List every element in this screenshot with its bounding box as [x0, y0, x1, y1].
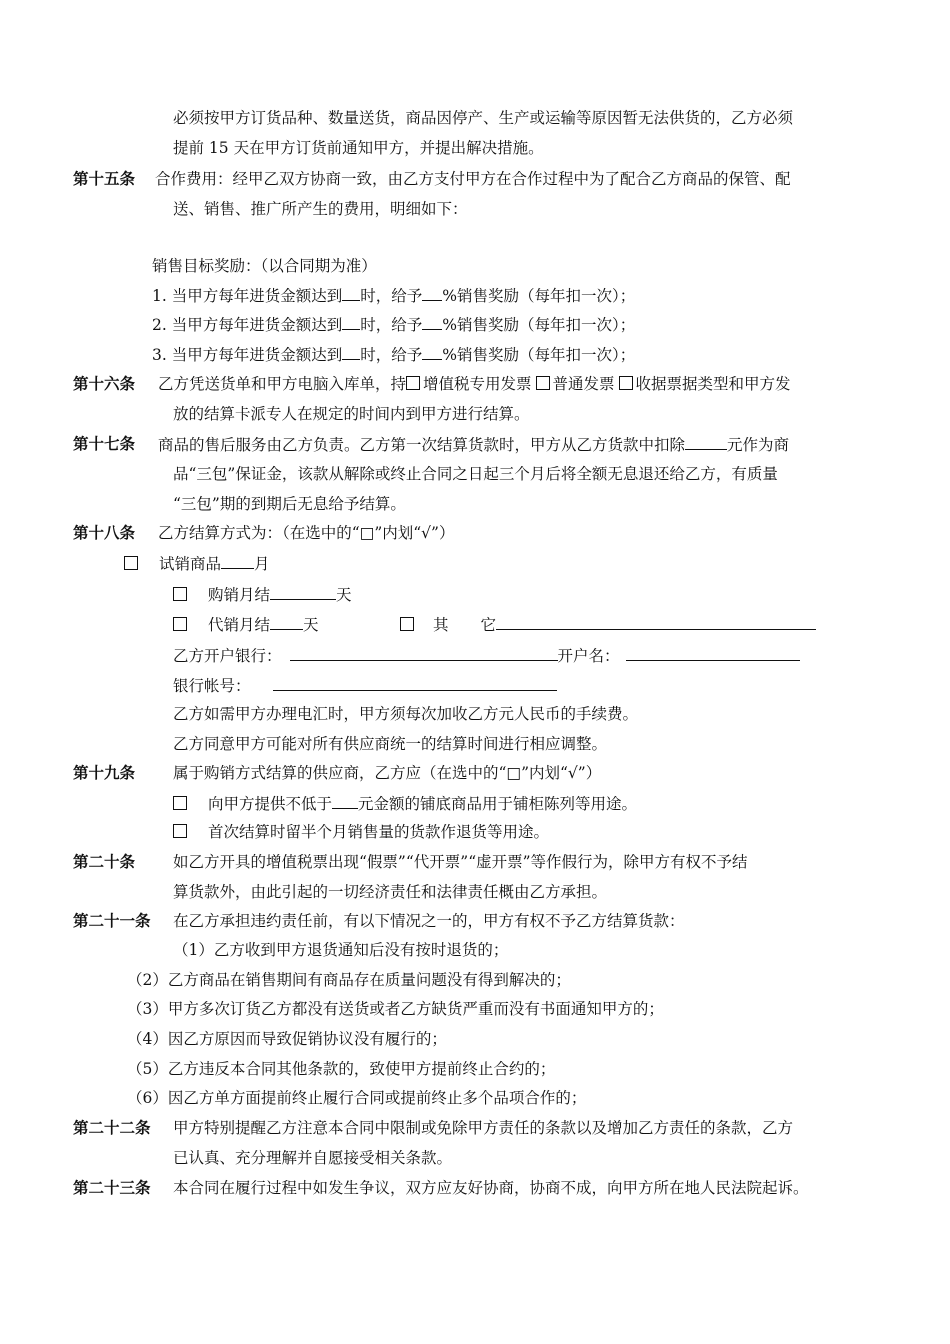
reward-title: 销售目标奖励：（以合同期为准）: [152, 257, 377, 275]
trial-sale-row: 试销商品 月: [124, 553, 270, 574]
article-19-option-2: 首次结算时留半个月销售量的货款作退货等用途。: [173, 822, 549, 842]
withhold-payment-checkbox[interactable]: [173, 824, 187, 838]
consign-days-blank[interactable]: [270, 614, 303, 630]
article-15-line-1: 合作费用：经甲乙双方协商一致，由乙方支付甲方在合作过程中为了配合乙方商品的保管、配: [155, 170, 791, 188]
article-20-label: 第二十条: [73, 852, 136, 871]
article-15-label: 第十五条: [73, 169, 136, 188]
list-item: （1）乙方收到甲方退货通知后没有按时退货的；: [173, 941, 509, 959]
purchase-monthly-checkbox[interactable]: [173, 587, 187, 601]
consign-monthly-row: 代销月结 天: [173, 614, 319, 635]
bank-row: 乙方开户银行： 开户名：: [173, 645, 800, 666]
blank-percent-2[interactable]: [422, 314, 442, 330]
article-17-line-3: “三包”期的到期后无息给予结算。: [173, 495, 406, 513]
article-16-line-2: 放的结算卡派专人在规定的时间内到甲方进行结算。: [173, 405, 530, 423]
trial-sale-checkbox[interactable]: [124, 556, 138, 570]
article-18-note-1: 乙方如需甲方办理电汇时，甲方须每次加收乙方元人民币的手续费。: [173, 705, 639, 723]
article-22-line-2: 已认真、充分理解并自愿接受相关条款。: [173, 1149, 453, 1167]
normal-invoice-checkbox[interactable]: [536, 376, 550, 390]
list-item: （3）甲方多次订货乙方都没有送货或者乙方缺货严重而没有书面通知甲方的；: [127, 1000, 664, 1018]
reward-item-2: 2. 当甲方每年进货金额达到 时，给予 %销售奖励（每年扣一次）；: [152, 316, 636, 334]
other-row: 其 它: [400, 614, 816, 635]
blank-percent-1[interactable]: [422, 285, 442, 301]
purchase-monthly-row: 购销月结 天: [173, 584, 352, 605]
article-23-label: 第二十三条: [73, 1178, 151, 1197]
reward-item-3: 3. 当甲方每年进货金额达到 时，给予 %销售奖励（每年扣一次）；: [152, 346, 636, 364]
deposit-amount-blank[interactable]: [685, 434, 727, 450]
vat-invoice-checkbox[interactable]: [406, 376, 420, 390]
base-goods-checkbox[interactable]: [173, 796, 187, 810]
article-22-line-1: 甲方特别提醒乙方注意本合同中限制或免除甲方责任的条款以及增加乙方责任的条款，乙方: [173, 1119, 794, 1137]
article-21-line-1: 在乙方承担违约责任前，有以下情况之一的，甲方有权不予乙方结算货款：: [173, 912, 685, 930]
list-item: （5）乙方违反本合同其他条款的，致使甲方提前终止合约的；: [127, 1060, 556, 1078]
reward-item-1: 1. 当甲方每年进货金额达到 时，给予 %销售奖励（每年扣一次）；: [152, 287, 636, 305]
article-19-option-1: 向甲方提供不低于 元金额的铺底商品用于铺柜陈列等用途。: [173, 793, 637, 814]
article-19-label: 第十九条: [73, 763, 136, 782]
consign-monthly-checkbox[interactable]: [173, 617, 187, 631]
article-16-line-1: 乙方凭送货单和甲方电脑入库单，持 增值税专用发票 普通发票 收据票据类型和甲方发: [158, 375, 791, 393]
article-14-line-2: 提前 15 天在甲方订货前通知甲方，并提出解决措施。: [173, 139, 544, 157]
article-19-line-1: 属于购销方式结算的供应商，乙方应（在选中的“□”内划“√”）: [173, 764, 602, 782]
list-item: （4）因乙方原因而导致促销协议没有履行的；: [127, 1030, 447, 1048]
article-18-note-2: 乙方同意甲方可能对所有供应商统一的结算时间进行相应调整。: [173, 735, 608, 753]
article-17-line-1: 商品的售后服务由乙方负责。乙方第一次结算货款时，甲方从乙方货款中扣除 元作为商: [158, 436, 790, 454]
account-no-row: 银行帐号：: [173, 675, 557, 696]
article-16-label: 第十六条: [73, 374, 136, 393]
account-number-field[interactable]: [273, 675, 557, 691]
article-17-line-2: 品“三包”保证金，该款从解除或终止合同之日起三个月后将全额无息退还给乙方，有质量: [173, 465, 778, 483]
trial-months-blank[interactable]: [221, 553, 254, 569]
article-21-label: 第二十一条: [73, 911, 151, 930]
other-blank[interactable]: [496, 614, 816, 630]
article-18-label: 第十八条: [73, 523, 136, 542]
blank-percent-3[interactable]: [422, 344, 442, 360]
receipt-checkbox[interactable]: [619, 376, 633, 390]
article-15-line-2: 送、销售、推广所产生的费用，明细如下：: [173, 200, 468, 218]
article-20-line-2: 算货款外，由此引起的一切经济责任和法律责任概由乙方承担。: [173, 883, 608, 901]
blank-amount-3[interactable]: [342, 344, 360, 360]
list-item: （6）因乙方单方面提前终止履行合同或提前终止多个品项合作的；: [127, 1089, 587, 1107]
base-goods-amount-blank[interactable]: [332, 793, 358, 809]
list-item: （2）乙方商品在销售期间有商品存在质量问题没有得到解决的；: [127, 971, 571, 989]
article-22-label: 第二十二条: [73, 1118, 151, 1137]
article-20-line-1: 如乙方开具的增值税票出现“假票”“代开票”“虚开票”等作假行为，除甲方有权不予结: [173, 853, 748, 871]
article-14-line-1: 必须按甲方订货品种、数量送货，商品因停产、生产或运输等原因暂无法供货的，乙方必须: [173, 109, 794, 127]
account-name-field[interactable]: [626, 645, 800, 661]
article-17-label: 第十七条: [73, 434, 136, 453]
article-18-line-1: 乙方结算方式为：（在选中的“□”内划“√”）: [158, 524, 455, 542]
purchase-days-blank[interactable]: [270, 584, 336, 600]
blank-amount-2[interactable]: [342, 314, 360, 330]
blank-amount-1[interactable]: [342, 285, 360, 301]
other-checkbox[interactable]: [400, 617, 414, 631]
bank-name-field[interactable]: [290, 645, 558, 661]
article-23-line-1: 本合同在履行过程中如发生争议，双方应友好协商，协商不成，向甲方所在地人民法院起诉。: [173, 1179, 809, 1197]
